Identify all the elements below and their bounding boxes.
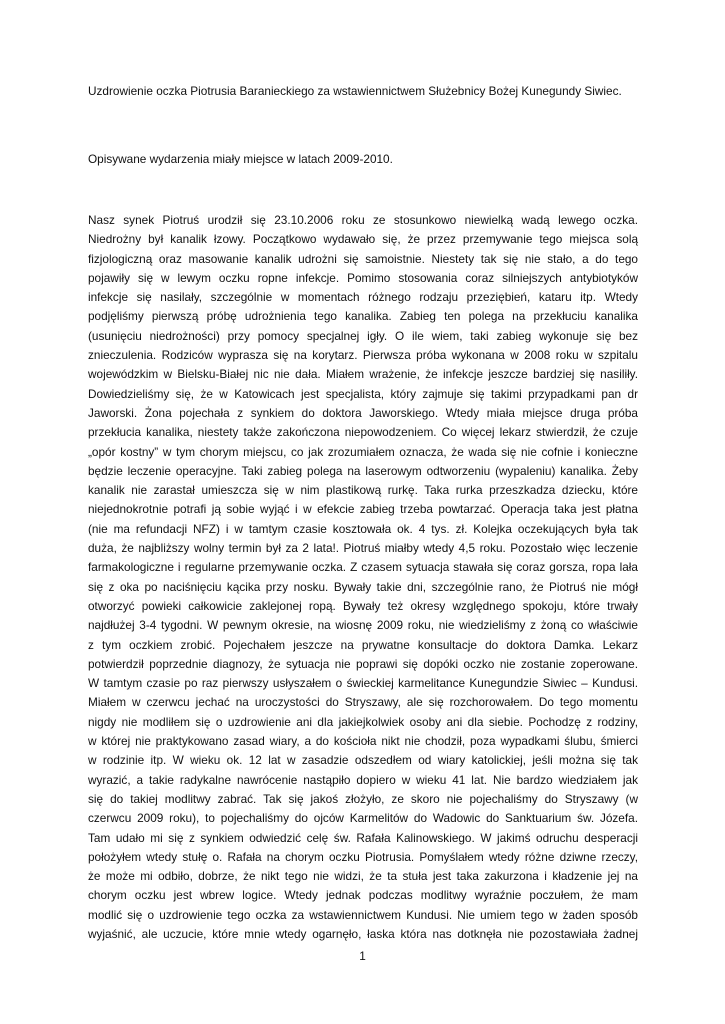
body-line: czerwcu 2009 roku), to pojechaliśmy do ojców Karmelitów do Wadowic do Sanktuarium św. Józefa. — [88, 811, 638, 826]
page-number: 1 — [359, 949, 366, 963]
body-line: podjęliśmy pierwszą próbę udrożnienia tego kanalika. Zabieg ten polega na przekłuciu kanalika — [88, 309, 638, 324]
document-body — [88, 211, 638, 944]
body-line: W tamtym czasie po raz pierwszy usłyszałem o świeckiej karmelitance Kunegundzie Siwiec – Kundusi. — [88, 676, 638, 691]
body-line: otworzyć powieki całkowicie zaklejonej ropą. Bywały też okresy względnego spokoju, które trwały — [88, 598, 638, 613]
body-line: będzie leczenie operacyjne. Taki zabieg polega na laserowym odtworzeniu (wypaleniu) kanalika. Żeby — [88, 463, 638, 478]
body-line: nigdy nie modliłem się o uzdrowienie ani dla jakiejkolwiek osoby ani dla siebie. Pochodzę z rodziny, — [88, 714, 638, 729]
body-line: w której nie praktykowano zasad wiary, a do kościoła nikt nie chodził, poza wypadkami ślubu, śmierci — [88, 734, 638, 749]
body-line: w rodzinie itp. W wieku ok. 12 lat w zasadzie odszedłem od wiary katolickiej, jeśli można się tak — [88, 753, 638, 768]
body-line: chorym oczku jest wbrew logice. Wtedy jednak podczas modlitwy wyraźnie poczułem, że mam — [88, 888, 638, 903]
body-line: (usunięciu niedrożności) przy pomocy specjalnej igły. O ile wiem, taki zabieg wykonuje się bez — [88, 328, 638, 343]
body-line: wojewódzkim w Bielsku-Białej nic nie dała. Miałem wrażenie, że infekcje jeszcze bardziej się nasiliły. — [88, 367, 638, 382]
body-line: (nie ma refundacji NFZ) i w tamtym czasie kosztowała ok. 4 tys. zł. Kolejka oczekujących była tak — [88, 521, 638, 536]
body-line: Jaworski. Żona pojechała z synkiem do doktora Jaworskiego. Wtedy miała miejsce druga próba — [88, 405, 638, 420]
body-line: że może mi odbiło, dobrze, że nikt tego nie widzi, że ta stuła jest taka zakurzona i kładzenie jej na — [88, 869, 638, 884]
body-line: z tym oczkiem zrobić. Pojechałem jeszcze na prywatne konsultacje do doktora Damka. Lekarz — [88, 637, 638, 652]
body-line: wyrazić, a takie radykalne nawrócenie nastąpiło dopiero w wieku 41 lat. Nie bardzo wiedziałem jak — [88, 772, 638, 787]
body-line: fizjologiczną oraz masowanie kanalik udrożni się samoistnie. Niestety tak się nie stało, a do tego — [88, 251, 638, 266]
body-line: pojawiły się w lewym oczku ropne infekcje. Pomimo stosowania coraz silniejszych antybiotyków — [88, 270, 638, 285]
body-line: kanalik nie zarastał umieszcza się w nim plastikową rurkę. Taka rurka przeszkadza dziecku, które — [88, 483, 638, 498]
body-line: duża, że najbliższy wolny termin był za 2 lata!. Piotruś miałby wtedy 4,5 roku. Pozostało więc leczenie — [88, 541, 638, 556]
body-line: Miałem w czerwcu jechać na uroczystości do Stryszawy, ale się rozchorowałem. Do tego momentu — [88, 695, 638, 710]
body-line: Tam udało mi się z synkiem odwiedzić celę św. Rafała Kalinowskiego. W jakimś odruchu desperacji — [88, 830, 638, 845]
body-line: farmakologiczne i regularne przemywanie oczka. Z czasem sytuacja stawała się coraz gorsza, ropa lała — [88, 560, 638, 575]
body-line: położyłem wtedy stułę o. Rafała na chorym oczku Piotrusia. Pomyślałem wtedy różne dziwne rzeczy, — [88, 849, 638, 864]
body-line: infekcje się nasilały, szczególnie w momentach różnego rodzaju przeziębień, kataru itp. Wtedy — [88, 290, 638, 305]
body-line: potwierdził poprzednie diagnozy, że sytuacja nie poprawi się dopóki oczko nie zostanie zoperowane. — [88, 656, 638, 671]
body-line: znieczulenia. Rodziców wyprasza się na korytarz. Pierwsza próba wykonana w 2008 roku w szpitalu — [88, 348, 638, 363]
body-line: najdłużej 3-4 tygodni. W pewnym okresie, na wiosnę 2009 roku, nie wiedzieliśmy z żoną co właściwie — [88, 618, 638, 633]
body-line: się do takiej modlitwy zabrać. Tak się jakoś złożyło, ze skoro nie pojechaliśmy do Stryszawy (w — [88, 791, 638, 806]
body-line: niejednokrotnie potrafi ją sobie wyjąć i w efekcie zabieg trzeba powtarzać. Operacja taka jest płatna — [88, 502, 638, 517]
body-line: Niedrożny był kanalik łzowy. Początkowo wydawało się, że przez przemywanie tego miejsca solą — [88, 232, 638, 247]
body-line: wyjaśnić, ale uczucie, które mnie wtedy ogarnęło, łaska która nas dotknęła nie pozostawiała żadnej — [88, 926, 638, 941]
document-subtitle: Opisywane wydarzenia miały miejsce w latach 2009-2010. — [88, 152, 393, 166]
document-title: Uzdrowienie oczka Piotrusia Baranieckiego za wstawiennictwem Służebnicy Bożej Kunegundy Siwiec. — [88, 84, 622, 98]
body-line: „opór kostny” w tym chorym miejscu, co jak zrozumiałem oznacza, że wada się nie cofnie i konieczne — [88, 444, 638, 459]
body-line: Nasz synek Piotruś urodził się 23.10.2006 roku ze stosunkowo niewielką wadą lewego oczka. — [88, 213, 638, 227]
body-line: Dowiedzieliśmy się, że w Katowicach jest specjalista, który zajmuje się takimi przypadkami pan dr — [88, 386, 638, 401]
body-line: przekłucia kanalika, niestety także zakończona niepowodzeniem. Co więcej lekarz stwierdził, że czuje — [88, 425, 638, 440]
body-line: się z oka po naciśnięciu kącika przy nosku. Bywały takie dni, szczególnie rano, że Piotruś nie mógł — [88, 579, 638, 594]
body-line: modlić się o uzdrowienie tego oczka za wstawiennictwem Kundusi. Nie umiem tego w żaden sposób — [88, 907, 638, 922]
